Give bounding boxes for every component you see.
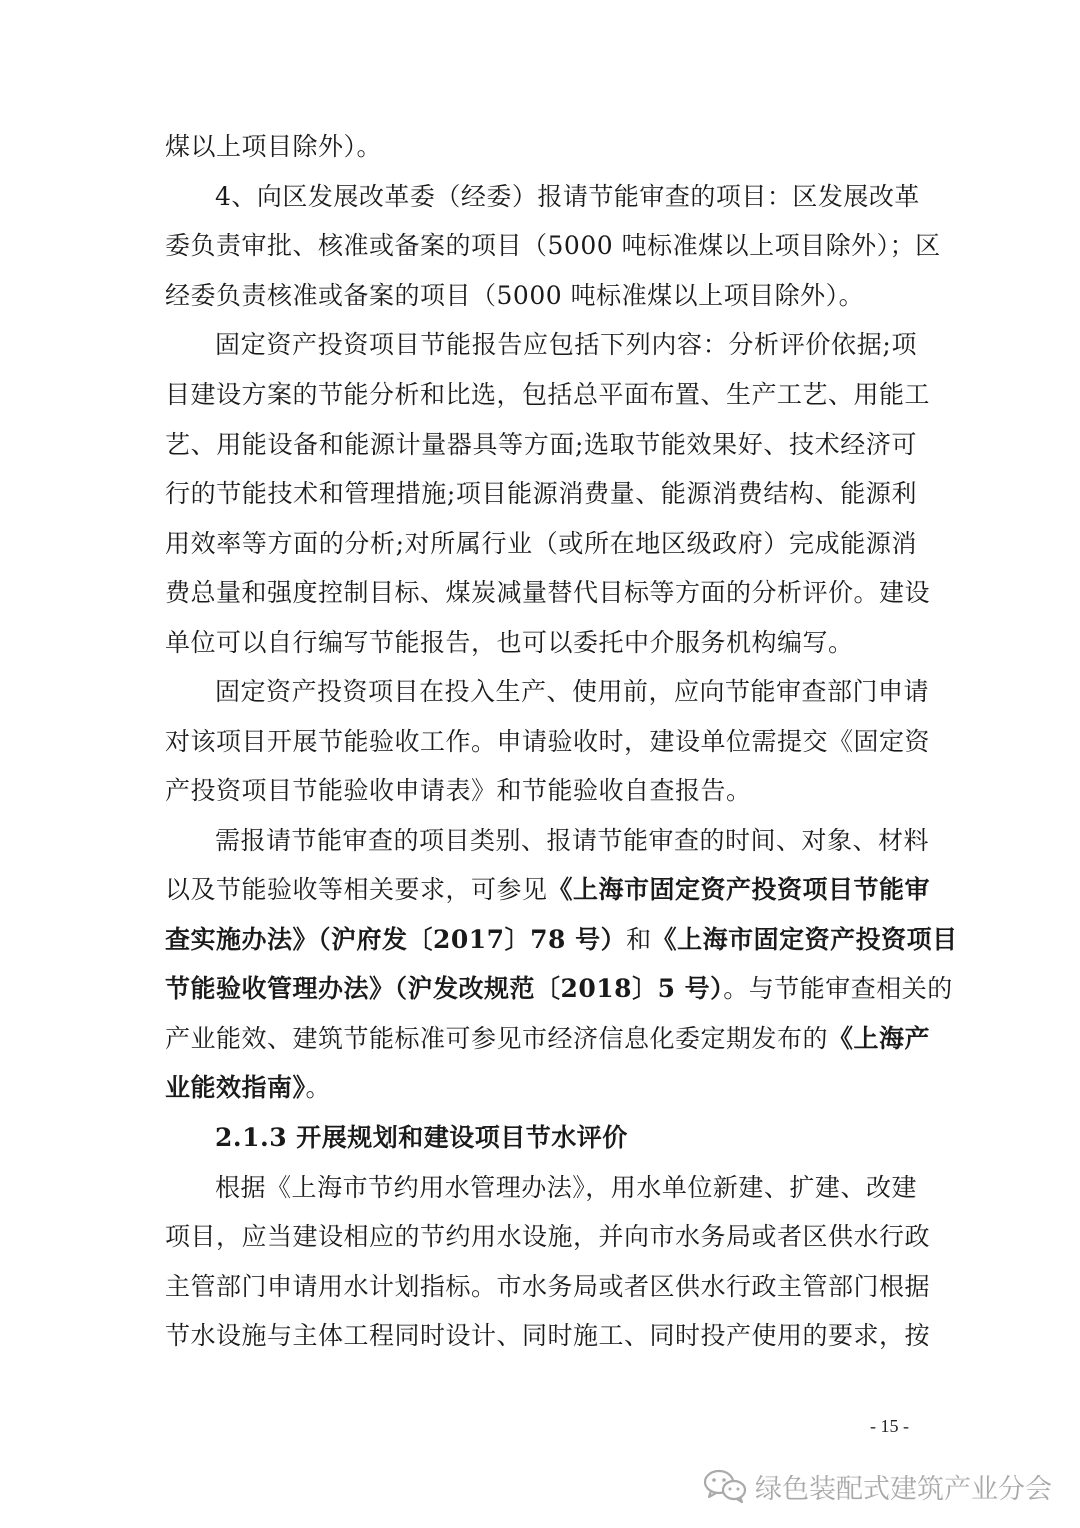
paragraph-line: 项目，应当建设相应的节约用水设施，并向市水务局或者区供水行政 [165, 1222, 931, 1251]
paragraph-line: 艺、用能设备和能源计量器具等方面;选取节能效果好、技术经济可 [165, 430, 917, 459]
paragraph-line: 用效率等方面的分析;对所属行业（或所在地区级政府）完成能源消 [165, 529, 917, 558]
paragraph-line: 委负责审批、核准或备案的项目（5000 吨标准煤以上项目除外）；区 [165, 231, 941, 260]
paragraph-line: 行的节能技术和管理措施;项目能源消费量、能源消费结构、能源利 [165, 479, 917, 508]
paragraph-line: 固定资产投资项目在投入生产、使用前，应向节能审查部门申请 [215, 677, 930, 706]
paragraph-line [165, 1019, 931, 1059]
paragraph-line [165, 920, 958, 960]
section-heading: 2.1.3 开展规划和建设项目节水评价 [215, 1123, 628, 1152]
watermark [703, 1466, 1052, 1506]
paragraph-line: 固定资产投资项目节能报告应包括下列内容：分析评价依据;项 [215, 330, 917, 359]
line-text: 以及节能验收等相关要求，可参见 [165, 875, 548, 904]
line-text: 产业能效、建筑节能标准可参见市经济信息化委定期发布的 [165, 1024, 829, 1053]
paragraph-line: 根据《上海市节约用水管理办法》，用水单位新建、扩建、改建 [215, 1173, 917, 1202]
paragraph-line [165, 870, 931, 910]
paragraph-line: 目建设方案的节能分析和比选，包括总平面布置、生产工艺、用能工 [165, 380, 931, 409]
paragraph-line [165, 1068, 917, 1108]
paragraph-line: 需报请节能审查的项目类别、报请节能审查的时间、对象、材料 [215, 826, 930, 855]
paragraph-line: 产投资项目节能验收申请表》和节能验收自查报告。 [165, 776, 752, 805]
wechat-icon [703, 1468, 747, 1504]
page-number: - 15 - [870, 1416, 909, 1436]
line-text: 。与节能审查相关的 [723, 974, 953, 1003]
paragraph-line [165, 969, 953, 1009]
line-text: 。 [305, 1073, 332, 1102]
regulation-title: 查实施办法》（沪府发〔2017〕78 号） [165, 925, 627, 954]
paragraph-line: 经委负责核准或备案的项目（5000 吨标准煤以上项目除外）。 [165, 281, 865, 310]
regulation-title: 《上海市固定资产投资项目 [651, 925, 958, 954]
line-text: 和 [626, 925, 652, 954]
paragraph-line: 主管部门申请用水计划指标。市水务局或者区供水行政主管部门根据 [165, 1272, 931, 1301]
watermark-text: 绿色装配式建筑产业分会 [755, 1473, 1052, 1505]
guide-title: 《上海产 [828, 1024, 931, 1053]
guide-title: 业能效指南》 [165, 1073, 306, 1102]
paragraph-line: 单位可以自行编写节能报告，也可以委托中介服务机构编写。 [165, 628, 854, 657]
paragraph-line: 对该项目开展节能验收工作。申请验收时，建设单位需提交《固定资 [165, 727, 931, 756]
regulation-title: 《上海市固定资产投资项目节能审 [547, 875, 931, 904]
regulation-title: 节能验收管理办法》（沪发改规范〔2018〕5 号） [165, 974, 724, 1003]
paragraph-line: 4、向区发展改革委（经委）报请节能审查的项目：区发展改革 [215, 182, 920, 211]
paragraph-line: 费总量和强度控制目标、煤炭减量替代目标等方面的分析评价。建设 [165, 578, 931, 607]
paragraph-line: 煤以上项目除外）。 [165, 132, 383, 161]
paragraph-line: 节水设施与主体工程同时设计、同时施工、同时投产使用的要求，按 [165, 1321, 931, 1350]
